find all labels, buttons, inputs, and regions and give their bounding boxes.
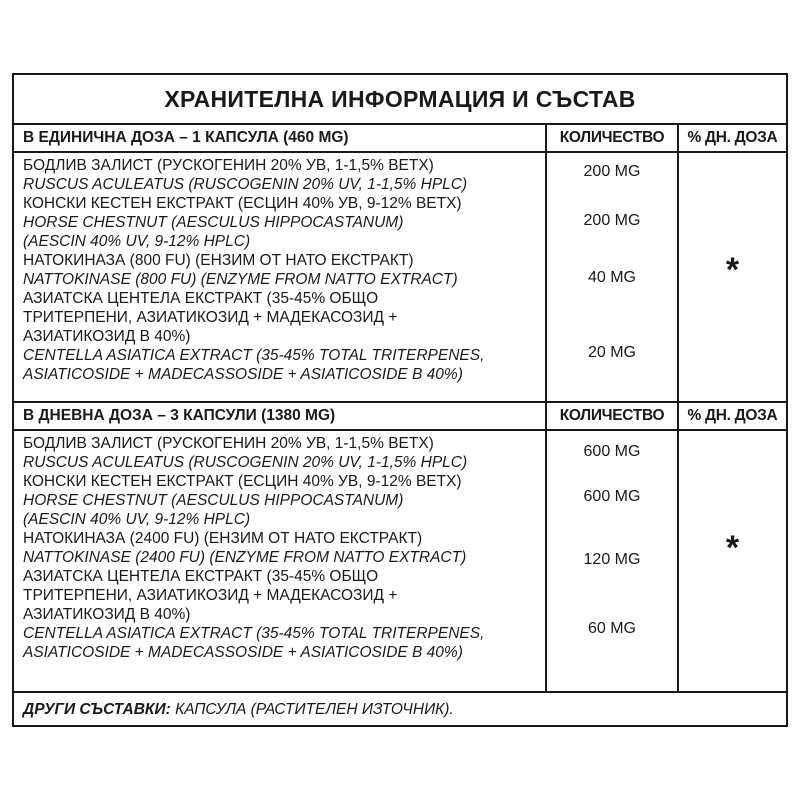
ingredient-line: БОДЛИВ ЗАЛИСТ (РУСКОГЕНИН 20% УВ, 1-1,5% ВЕТХ) [23, 435, 434, 452]
ingredient-line: HORSE CHESTNUT (AESCULUS HIPPOCASTANUM) [23, 214, 404, 231]
section2-ingredients [14, 431, 547, 691]
ingredient-line: CENTELLA ASIATICA EXTRACT (35-45% TOTAL TRITERPENES, [23, 625, 485, 642]
table-title: ХРАНИТЕЛНА ИНФОРМАЦИЯ И СЪСТАВ [14, 75, 786, 125]
ingredient-line: АЗИАТСКА ЦЕНТЕЛА ЕКСТРАКТ (35-45% ОБЩО [23, 568, 379, 585]
ingredient-line: НАТОКИНАЗА (2400 FU) (ЕНЗИМ ОТ НАТО ЕКСТРАКТ) [23, 530, 423, 547]
ingredient-line: ASIATICOSIDE + MADECASSOSIDE + ASIATICOSIDE В 40%) [23, 644, 463, 661]
ingredient-line: АЗИАТИКОЗИД В 40%) [23, 606, 191, 623]
ingredient-line: АЗИАТСКА ЦЕНТЕЛА ЕКСТРАКТ (35-45% ОБЩО [23, 290, 379, 307]
amount-value: 40 MG [587, 269, 636, 286]
section1-body [14, 153, 786, 401]
ingredient-line: RUSCUS ACULEATUS (RUSCOGENIN 20% UV, 1-1,5% HPLC) [23, 176, 468, 193]
section1-dv [679, 153, 786, 401]
dv-asterisk: * [725, 529, 740, 567]
section1-header: В ЕДИНИЧНА ДОЗА – 1 КАПСУЛА (460 MG) [14, 125, 547, 151]
section2-header-row [14, 403, 786, 431]
ingredient-line: НАТОКИНАЗА (800 FU) (ЕНЗИМ ОТ НАТО ЕКСТРАКТ) [23, 252, 414, 269]
ingredient-line: NATTOKINASE (2400 FU) (ENZYME FROM NATTO EXTRACT) [23, 549, 467, 566]
section1-ingredients [14, 153, 547, 401]
section2-dv [679, 431, 786, 691]
section1-amount-header: КОЛИЧЕСТВО [547, 125, 679, 151]
ingredient-line: КОНСКИ КЕСТЕН ЕКСТРАКТ (ЕСЦИН 40% УВ, 9-12% ВЕТХ) [23, 473, 462, 490]
other-ingredients-text: КАПСУЛА (РАСТИТЕЛЕН ИЗТОЧНИК). [170, 701, 454, 718]
section2-amounts [547, 431, 679, 691]
ingredient-line: HORSE CHESTNUT (AESCULUS HIPPOCASTANUM) [23, 492, 404, 509]
section2-body [14, 431, 786, 691]
ingredient-line: (AESCIN 40% UV, 9-12% HPLC) [23, 511, 251, 528]
ingredient-line: ТРИТЕРПЕНИ, АЗИАТИКОЗИД + МАДЕКАСОЗИД + [23, 309, 398, 326]
ingredient-line: (AESCIN 40% UV, 9-12% HPLC) [23, 233, 251, 250]
section2-header: В ДНЕВНА ДОЗА – 3 КАПСУЛИ (1380 MG) [14, 403, 547, 429]
dv-asterisk: * [725, 251, 740, 289]
section1-amounts [547, 153, 679, 401]
other-ingredients-label: ДРУГИ СЪСТАВКИ: [23, 701, 171, 718]
nutrition-table [12, 73, 788, 727]
amount-value: 60 MG [587, 620, 636, 637]
other-ingredients [14, 695, 786, 725]
amount-value: 200 MG [583, 212, 641, 229]
ingredient-line: БОДЛИВ ЗАЛИСТ (РУСКОГЕНИН 20% УВ, 1-1,5% ВЕТХ) [23, 157, 434, 174]
amount-value: 200 MG [583, 163, 641, 180]
ingredient-line: АЗИАТИКОЗИД В 40%) [23, 328, 191, 345]
ingredient-line: RUSCUS ACULEATUS (RUSCOGENIN 20% UV, 1-1,5% HPLC) [23, 454, 468, 471]
section1-dv-header: % ДН. ДОЗА [687, 129, 778, 146]
amount-value: 600 MG [583, 443, 641, 460]
amount-value: 20 MG [587, 344, 636, 361]
section2-amount-header: КОЛИЧЕСТВО [547, 403, 679, 429]
amount-value: 600 MG [583, 488, 641, 505]
ingredient-line: КОНСКИ КЕСТЕН ЕКСТРАКТ (ЕСЦИН 40% УВ, 9-12% ВЕТХ) [23, 195, 462, 212]
amount-value: 120 MG [583, 551, 641, 568]
ingredient-line: ТРИТЕРПЕНИ, АЗИАТИКОЗИД + МАДЕКАСОЗИД + [23, 587, 398, 604]
ingredient-line: NATTOKINASE (800 FU) (ENZYME FROM NATTO EXTRACT) [23, 271, 458, 288]
section2-dv-header: % ДН. ДОЗА [687, 407, 778, 424]
section1-header-row [14, 125, 786, 153]
ingredient-line: ASIATICOSIDE + MADECASSOSIDE + ASIATICOSIDE В 40%) [23, 366, 463, 383]
section-divider [14, 691, 786, 693]
ingredient-line: CENTELLA ASIATICA EXTRACT (35-45% TOTAL TRITERPENES, [23, 347, 485, 364]
